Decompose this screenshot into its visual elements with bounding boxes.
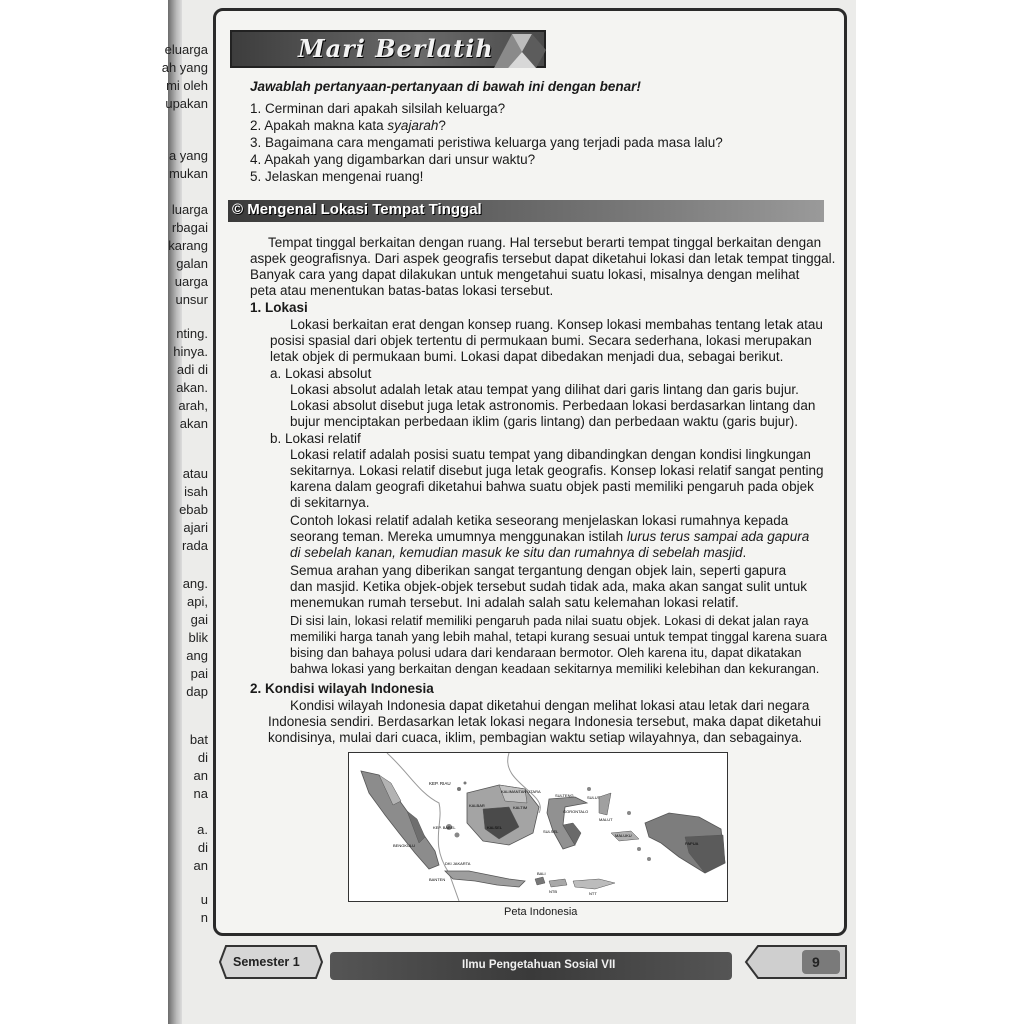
intro-line: Tempat tinggal berkaitan dengan ruang. Hal tersebut berarti tempat tinggal berkaitan dengan	[268, 235, 822, 250]
left-fragment: ang	[186, 648, 208, 663]
exercise-instruction: Jawablah pertanyaan-pertanyaan di bawah ini dengan benar!	[250, 79, 641, 94]
left-fragment: dap	[186, 684, 208, 699]
left-fragment: a yang	[168, 148, 208, 163]
map-label: BENGKULU	[393, 843, 416, 848]
subheading-lokasi-relatif: b. Lokasi relatif	[270, 431, 361, 446]
left-fragment: rada	[181, 538, 208, 553]
kondisi-line: Kondisi wilayah Indonesia dapat diketahui dengan melihat lokasi atau letak dari negara	[290, 698, 810, 713]
map-label: SULUT	[587, 795, 601, 800]
map-label: GORONTALO	[563, 809, 589, 814]
map-label: NTT	[589, 891, 597, 896]
left-fragment: a.	[197, 822, 208, 837]
left-fragment: luarga	[171, 202, 208, 217]
left-fragment: gai	[190, 612, 208, 627]
kondisi-line: kondisinya, mulai dari cuaca, iklim, pembagian waktu setiap wilayahnya, dan sebagainya.	[268, 730, 803, 745]
absolut-line: bujur menciptakan perbedaan iklim (garis lintang) dan perbedaan waktu (garis bujur).	[290, 414, 799, 429]
lokasi-line: letak objek di permukaan bumi. Lokasi dapat dibedakan menjadi dua, sebagai berikut.	[270, 349, 784, 364]
indonesia-map	[348, 752, 728, 902]
subheading-lokasi-absolut: a. Lokasi absolut	[270, 366, 372, 381]
page-number-tab-shape	[744, 944, 848, 980]
map-label: SULSEL	[543, 829, 559, 834]
lokasi-line: Lokasi berkaitan erat dengan konsep ruang. Konsep lokasi membahas tentang letak atau	[290, 317, 823, 332]
left-fragment: unsur	[175, 292, 208, 307]
relatif-line: Lokasi relatif adalah posisi suatu tempat yang dibandingkan dengan kondisi lingkungan	[290, 447, 811, 462]
map-label: KEP. BABEL	[433, 825, 456, 830]
left-fragment: bat	[189, 732, 208, 747]
relatif-quote-period: .	[742, 545, 747, 560]
left-fragment: ah yang	[161, 60, 208, 75]
left-fragment: atau	[182, 466, 208, 481]
left-fragment: hinya.	[173, 344, 208, 359]
left-fragment: di	[197, 750, 208, 765]
relatif-line: di sekitarnya.	[290, 495, 370, 510]
map-label: MALUKU	[615, 833, 632, 838]
map-label: BALI	[537, 871, 546, 876]
semester-label: Semester 1	[233, 955, 300, 969]
exercise-question-5: 5. Jelaskan mengenai ruang!	[250, 169, 424, 184]
left-fragment: blik	[188, 630, 208, 645]
left-fragment: n	[200, 910, 208, 925]
left-fragment: adi di	[176, 362, 208, 377]
left-fragment: akan.	[176, 380, 208, 395]
exercise-title: Mari Berlatih	[298, 34, 494, 63]
relatif2-line: menemukan rumah tersebut. Ini adalah salah satu kelemahan lokasi relatif.	[290, 595, 739, 610]
left-fragment: api,	[187, 594, 208, 609]
left-fragment: nting.	[176, 326, 208, 341]
relatif-quote-part-2: di sebelah kanan, kemudian masuk ke situ dan rumahnya di sebelah masjid	[290, 545, 743, 560]
relatif-quote-part-1: lurus terus sampai ada gapura	[626, 529, 810, 544]
absolut-line: Lokasi absolut adalah letak atau tempat yang dilihat dari garis lintang dan garis bujur.	[290, 382, 799, 397]
intro-line: aspek geografisnya. Dari aspek geografis tersebut dapat diketahui lokasi dan letak tempat tinggal.	[250, 251, 836, 266]
exercise-question-4: 4. Apakah yang digambarkan dari unsur waktu?	[250, 152, 536, 167]
left-fragment: mukan	[168, 166, 208, 181]
map-label: DKI JAKARTA	[445, 861, 471, 866]
relatif-line: sekitarnya. Lokasi relatif disebut juga letak geografis. Konsep lokasi relatif sangat penting	[290, 463, 824, 478]
left-fragment: rbagai	[171, 220, 208, 235]
relatif-text: seorang teman. Mereka umumnya menggunakan istilah	[290, 529, 624, 544]
map-label: KALBAR	[469, 803, 485, 808]
lokasi-line: posisi spasial dari objek tertentu di permukaan bumi. Secara sederhana, lokasi merupakan	[270, 333, 812, 348]
map-label: SULTENG	[555, 793, 574, 798]
relatif-line-with-quote	[290, 529, 809, 545]
left-fragment: upakan	[165, 96, 208, 111]
indonesia-map-graphic	[349, 753, 727, 901]
heading-kondisi: 2. Kondisi wilayah Indonesia	[250, 681, 434, 696]
left-fragment: karang	[168, 238, 208, 253]
left-fragment: mi oleh	[166, 78, 208, 93]
exercise-question-3: 3. Bagaimana cara mengamati peristiwa keluarga yang terjadi pada masa lalu?	[250, 135, 723, 150]
map-label: KALIMANTAN UTARA	[501, 789, 541, 794]
left-fragment: eluarga	[164, 42, 208, 57]
relatif-line: Contoh lokasi relatif adalah ketika seseorang menjelaskan lokasi rumahnya kepada	[290, 513, 789, 528]
left-fragment: akan	[179, 416, 208, 431]
relatif2-line: Di sisi lain, lokasi relatif memiliki pengaruh pada nilai suatu objek. Lokasi di dekat jalan raya	[290, 613, 809, 628]
relatif2-line: Semua arahan yang diberikan sangat tergantung dengan objek lain, seperti gapura	[290, 563, 787, 578]
map-label: MALUT	[599, 817, 613, 822]
map-caption: Peta Indonesia	[504, 906, 578, 918]
section-title: © Mengenal Lokasi Tempat Tinggal	[232, 201, 482, 218]
relatif-line: karena dalam geografi diketahui bahwa suatu objek pasti memiliki pengaruh pada objek	[290, 479, 814, 494]
left-fragment: ebab	[179, 502, 208, 517]
intro-line: peta atau menentukan batas-batas lokasi tersebut.	[250, 283, 554, 298]
left-fragment: u	[200, 892, 208, 907]
absolut-line: Lokasi absolut disebut juga letak astronomis. Perbedaan lokasi berdasarkan lintang dan	[290, 398, 816, 413]
page-number: 9	[812, 954, 820, 970]
left-fragment: an	[193, 768, 208, 783]
left-page-fragments	[150, 0, 208, 1024]
heading-lokasi: 1. Lokasi	[250, 300, 308, 315]
left-fragment: pai	[190, 666, 208, 681]
relatif-quote-line	[290, 545, 746, 561]
footer-subject: Ilmu Pengetahuan Sosial VII	[462, 959, 616, 971]
intro-line: Banyak cara yang dapat dilakukan untuk mengetahui suatu lokasi, misalnya dengan melihat	[250, 267, 800, 282]
left-fragment: isah	[184, 484, 208, 499]
relatif2-line: bising dan bahaya polusi udara dari kendaraan bermotor. Oleh karena itu, dapat dikatakan	[290, 645, 802, 660]
relatif2-line: dan masjid. Ketika objek-objek tersebut sudah tidak ada, maka akan sangat sulit untuk	[290, 579, 808, 594]
map-label: NTB	[549, 889, 557, 894]
left-fragment: ang.	[182, 576, 208, 591]
relatif2-line: memiliki harga tanah yang lebih mahal, tetapi kurang sesuai untuk tempat tinggal karena suara	[290, 629, 828, 644]
map-label: BANTEN	[429, 877, 446, 882]
banner-decoration-icon	[488, 30, 546, 68]
left-fragment: an	[193, 858, 208, 873]
map-label: KALTIM	[513, 805, 528, 810]
map-label: KEP. RIAU	[429, 781, 451, 786]
map-label: PAPUA	[685, 841, 699, 846]
relatif2-line: bahwa lokasi yang berkaitan dengan keadaan sekitarnya memiliki kelebihan dan kekurangan.	[290, 661, 820, 676]
exercise-question-1: 1. Cerminan dari apakah silsilah keluarga?	[250, 101, 506, 116]
left-fragment: ajari	[183, 520, 208, 535]
italic-term: syajarah	[387, 118, 439, 133]
left-fragment: na	[193, 786, 208, 801]
kondisi-line: Indonesia sendiri. Berdasarkan letak lokasi negara Indonesia tersebut, maka dapat diketahui	[268, 714, 822, 729]
map-label: KALSEL	[487, 825, 503, 830]
left-fragment: di	[197, 840, 208, 855]
left-fragment: arah,	[178, 398, 208, 413]
left-fragment: uarga	[174, 274, 208, 289]
left-fragment: galan	[176, 256, 208, 271]
exercise-question-2: 2. Apakah makna kata syajarah?	[250, 118, 446, 133]
